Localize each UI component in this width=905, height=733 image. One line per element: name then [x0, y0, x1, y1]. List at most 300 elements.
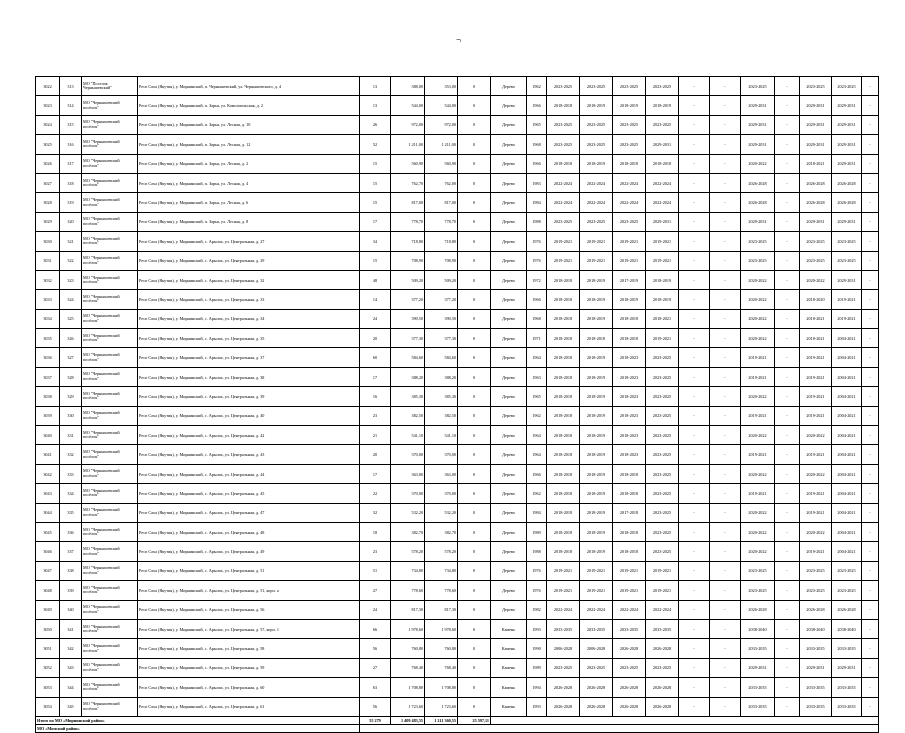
cell-engineering-period: 2022-2024	[613, 193, 646, 212]
cell-address: Респ Саха (Якутия), у. Мирнинский, п. Зарья, ул. Лесная, д. 8	[138, 212, 360, 231]
cell-repair-period: 2004-2021	[832, 348, 862, 367]
cell-gas-period: -	[710, 77, 741, 96]
cell-living-area: 817,30	[425, 600, 458, 619]
cell-foundation-period: -	[775, 348, 800, 367]
cell-other-area: 0	[458, 639, 491, 658]
cell-build-year: 1965	[527, 387, 547, 406]
cell-extra: -	[862, 619, 879, 638]
cell-basement-period: 2018-2021	[800, 154, 832, 173]
cell-address: Респ Саха (Якутия), у. Мирнинский, с. Арылах, ул. Центральная, д. 49	[138, 542, 360, 561]
cell-foundation-period: -	[775, 619, 800, 638]
cell-row-number: 3039	[36, 406, 60, 425]
cell-electric-period: -	[679, 561, 710, 580]
cell-wall-material: Дерево	[491, 251, 527, 270]
cell-address: Респ Саха (Якутия), у. Мирнинский, с. Арылах, ул. Центральная, д. 58	[138, 639, 360, 658]
cell-address: Респ Саха (Якутия), у. Мирнинский, с. Арылах, ул. Центральная, д. 57, корп. 1	[138, 619, 360, 638]
cell-residents: 26	[360, 115, 391, 134]
cell-roof-period: 2026-2028	[547, 697, 580, 716]
cell-repair-period: 2019-2021	[832, 290, 862, 309]
cell-roof-period: 2018-2018	[547, 484, 580, 503]
cell-build-year: 1989	[527, 658, 547, 677]
cell-facade-period: 2023-2025	[580, 77, 613, 96]
table-row	[36, 329, 879, 348]
cell-house-number: 316	[60, 135, 82, 154]
cell-basement-period: 2026-2028	[800, 600, 832, 619]
cell-facade-period: 2018-2018	[580, 329, 613, 348]
cell-basement-period: 2019-2021	[800, 484, 832, 503]
cell-row-number: 3028	[36, 193, 60, 212]
cell-water-period: 2020-2022	[741, 309, 775, 328]
cell-extra: -	[862, 251, 879, 270]
cell-heating-period: 2022-2024	[646, 600, 679, 619]
cell-build-year: 1994	[527, 678, 547, 697]
cell-total-area: 718,80	[391, 232, 425, 251]
cell-gas-period: -	[710, 426, 741, 445]
cell-repair-period: 2026-2028	[832, 600, 862, 619]
cell-residents: 17	[360, 212, 391, 231]
cell-extra: -	[862, 522, 879, 541]
cell-living-area: 768,40	[425, 658, 458, 677]
cell-other-area: 0	[458, 309, 491, 328]
cell-living-area: 363,00	[425, 464, 458, 483]
cell-municipality: МО "Чернышевский посёлок"	[82, 484, 138, 503]
cell-residents: 56	[360, 697, 391, 716]
cell-engineering-period: 2018-2023	[613, 445, 646, 464]
cell-foundation-period: -	[775, 173, 800, 192]
cell-gas-period: -	[710, 329, 741, 348]
cell-row-number: 3046	[36, 542, 60, 561]
cell-heating-period: 2023-2025	[646, 77, 679, 96]
cell-foundation-period: -	[775, 193, 800, 212]
cell-foundation-period: -	[775, 542, 800, 561]
cell-water-period: 2020-2022	[741, 522, 775, 541]
cell-engineering-period: 2026-2028	[613, 678, 646, 697]
cell-build-year: 1966	[527, 290, 547, 309]
cell-electric-period: -	[679, 115, 710, 134]
cell-water-period: 2020-2022	[741, 387, 775, 406]
cell-build-year: 1976	[527, 561, 547, 580]
cell-basement-period: 2033-2035	[800, 697, 832, 716]
cell-electric-period: -	[679, 348, 710, 367]
cell-electric-period: -	[679, 619, 710, 638]
cell-wall-material: Дерево	[491, 77, 527, 96]
table-row	[36, 173, 879, 192]
cell-extra: -	[862, 464, 879, 483]
cell-extra: -	[862, 96, 879, 115]
cell-electric-period: -	[679, 445, 710, 464]
cell-electric-period: -	[679, 387, 710, 406]
total-row	[36, 716, 879, 724]
cell-basement-period: 2020-2022	[800, 464, 832, 483]
cell-row-number: 3022	[36, 77, 60, 96]
cell-roof-period: 2018-2018	[547, 464, 580, 483]
cell-gas-period: -	[710, 522, 741, 541]
cell-roof-period: 2018-2018	[547, 290, 580, 309]
cell-municipality: МО "Чернышевский посёлок"	[82, 542, 138, 561]
cell-gas-period: -	[710, 600, 741, 619]
housing-register-table	[35, 76, 879, 733]
cell-living-area: 778,60	[425, 581, 458, 600]
cell-row-number: 3025	[36, 135, 60, 154]
cell-living-area: 509,20	[425, 270, 458, 289]
cell-extra: -	[862, 154, 879, 173]
cell-foundation-period: -	[775, 522, 800, 541]
cell-repair-period: 2023-2025	[832, 251, 862, 270]
cell-water-period: 2020-2022	[741, 542, 775, 561]
table-row	[36, 154, 879, 173]
cell-house-number: 328	[60, 367, 82, 386]
cell-repair-period: 2023-2025	[832, 581, 862, 600]
cell-row-number: 3024	[36, 115, 60, 134]
cell-gas-period: -	[710, 697, 741, 716]
cell-address: Респ Саха (Якутия), у. Мирнинский, с. Арылах, ул. Центральная, д. 37	[138, 348, 360, 367]
cell-water-period: 2019-2021	[741, 367, 775, 386]
cell-municipality: МО "Чернышевский посёлок"	[82, 309, 138, 328]
cell-extra: -	[862, 329, 879, 348]
cell-engineering-period: 2022-2024	[613, 173, 646, 192]
cell-total-area: 363,00	[391, 464, 425, 483]
cell-roof-period: 2018-2018	[547, 367, 580, 386]
cell-house-number: 325	[60, 309, 82, 328]
cell-address: Респ Саха (Якутия), у. Мирнинский, с. Арылах, ул. Центральная, д. 47	[138, 503, 360, 522]
cell-basement-period: 2038-2040	[800, 619, 832, 638]
cell-electric-period: -	[679, 193, 710, 212]
cell-electric-period: -	[679, 600, 710, 619]
cell-row-number: 3048	[36, 581, 60, 600]
cell-roof-period: 2022-2024	[547, 173, 580, 192]
cell-municipality: МО "Чернышевский посёлок"	[82, 503, 138, 522]
cell-gas-period: -	[710, 445, 741, 464]
cell-basement-period: 2019-2021	[800, 503, 832, 522]
cell-living-area: 382,50	[425, 406, 458, 425]
cell-living-area: 560,90	[425, 154, 458, 173]
cell-residents: 21	[360, 426, 391, 445]
cell-wall-material: Дерево	[491, 484, 527, 503]
cell-other-area: 0	[458, 77, 491, 96]
cell-heating-period: 2019-2021	[646, 251, 679, 270]
cell-facade-period: 2023-2025	[580, 212, 613, 231]
cell-electric-period: -	[679, 697, 710, 716]
cell-gas-period: -	[710, 212, 741, 231]
cell-heating-period: 2018-2021	[646, 309, 679, 328]
cell-water-period: 2033-2035	[741, 697, 775, 716]
cell-foundation-period: -	[775, 290, 800, 309]
cell-roof-period: 2018-2018	[547, 348, 580, 367]
cell-municipality: МО "Чернышевский посёлок"	[82, 232, 138, 251]
cell-residents: 14	[360, 290, 391, 309]
cell-foundation-period: -	[775, 658, 800, 677]
cell-living-area: 388,20	[425, 367, 458, 386]
cell-heating-period: 2023-2025	[646, 522, 679, 541]
total-other-area: 25 597,11	[458, 716, 491, 724]
cell-house-number: 336	[60, 522, 82, 541]
cell-total-area: 541,10	[391, 426, 425, 445]
cell-roof-period: 2019-2021	[547, 561, 580, 580]
cell-row-number: 3045	[36, 522, 60, 541]
table-row	[36, 619, 879, 638]
cell-extra: -	[862, 542, 879, 561]
table-row	[36, 503, 879, 522]
cell-other-area: 0	[458, 193, 491, 212]
cell-total-area: 382,50	[391, 406, 425, 425]
cell-address: Респ Саха (Якутия), у. Мирнинский, с. Арылах, ул. Центральная, д. 29	[138, 251, 360, 270]
cell-extra: -	[862, 367, 879, 386]
cell-electric-period: -	[679, 581, 710, 600]
cell-gas-period: -	[710, 154, 741, 173]
cell-water-period: 2019-2021	[741, 348, 775, 367]
cell-residents: 27	[360, 581, 391, 600]
cell-electric-period: -	[679, 77, 710, 96]
cell-extra: -	[862, 173, 879, 192]
cell-electric-period: -	[679, 503, 710, 522]
cell-address: Респ Саха (Якутия), у. Мирнинский, с. Арылах, ул. Центральная, д. 60	[138, 678, 360, 697]
table-row	[36, 678, 879, 697]
cell-wall-material: Дерево	[491, 329, 527, 348]
cell-foundation-period: -	[775, 387, 800, 406]
cell-foundation-period: -	[775, 309, 800, 328]
cell-water-period: 2038-2040	[741, 619, 775, 638]
cell-gas-period: -	[710, 503, 741, 522]
cell-facade-period: 2018-2019	[580, 542, 613, 561]
cell-extra: -	[862, 309, 879, 328]
cell-water-period: 2020-2022	[741, 503, 775, 522]
cell-roof-period: 2023-2025	[547, 115, 580, 134]
cell-living-area: 370,00	[425, 484, 458, 503]
cell-facade-period: 2018-2019	[580, 367, 613, 386]
cell-other-area: 0	[458, 406, 491, 425]
cell-address: Респ Саха (Якутия), у. Мирнинский, с. Арылах, ул. Центральная, д. 35	[138, 329, 360, 348]
cell-build-year: 1988	[527, 212, 547, 231]
cell-gas-period: -	[710, 561, 741, 580]
cell-foundation-period: -	[775, 154, 800, 173]
table-row	[36, 600, 879, 619]
cell-wall-material: Камень	[491, 697, 527, 716]
cell-electric-period: -	[679, 464, 710, 483]
cell-electric-period: -	[679, 542, 710, 561]
cell-living-area: 584,60	[425, 348, 458, 367]
cell-engineering-period: 2019-2021	[613, 561, 646, 580]
cell-build-year: 1964	[527, 348, 547, 367]
cell-build-year: 1983	[527, 173, 547, 192]
cell-basement-period: 2018-2021	[800, 329, 832, 348]
cell-residents: 24	[360, 600, 391, 619]
cell-residents: 27	[360, 658, 391, 677]
cell-total-area: 560,90	[391, 154, 425, 173]
cell-address: Респ Саха (Якутия), у. Мирнинский, с. Арылах, ул. Центральная, д. 40	[138, 406, 360, 425]
cell-row-number: 3043	[36, 484, 60, 503]
cell-municipality: МО "Чернышевский посёлок"	[82, 522, 138, 541]
cell-living-area: 708,90	[425, 251, 458, 270]
cell-basement-period: 2020-2022	[800, 270, 832, 289]
table-row	[36, 193, 879, 212]
cell-wall-material: Дерево	[491, 348, 527, 367]
cell-roof-period: 2033-2035	[547, 619, 580, 638]
cell-water-period: 2029-2031	[741, 96, 775, 115]
cell-living-area: 390,50	[425, 309, 458, 328]
cell-repair-period: 2029-2031	[832, 115, 862, 134]
cell-address: Респ Саха (Якутия), у. Мирнинский, с. Арылах, ул. Центральная, д. 56	[138, 600, 360, 619]
cell-total-area: 1 723,60	[391, 697, 425, 716]
cell-engineering-period: 2019-2021	[613, 251, 646, 270]
cell-residents: 51	[360, 561, 391, 580]
cell-foundation-period: -	[775, 406, 800, 425]
total-empty	[491, 716, 879, 724]
cell-extra: -	[862, 193, 879, 212]
cell-repair-period: 2004-2021	[832, 406, 862, 425]
cell-water-period: 2033-2035	[741, 639, 775, 658]
cell-facade-period: 2018-2019	[580, 387, 613, 406]
cell-gas-period: -	[710, 290, 741, 309]
cell-facade-period: 2018-2019	[580, 484, 613, 503]
cell-extra: -	[862, 581, 879, 600]
cell-municipality: МО "Чернышевский посёлок"	[82, 387, 138, 406]
total-living-area: 1 211 360,55	[425, 716, 458, 724]
cell-roof-period: 2026-2028	[547, 678, 580, 697]
cell-electric-period: -	[679, 329, 710, 348]
cell-roof-period: 2018-2018	[547, 445, 580, 464]
cell-electric-period: -	[679, 232, 710, 251]
cell-facade-period: 2022-2024	[580, 193, 613, 212]
cell-row-number: 3035	[36, 329, 60, 348]
cell-water-period: 2019-2021	[741, 484, 775, 503]
cell-house-number: 317	[60, 154, 82, 173]
cell-heating-period: 2022-2024	[646, 173, 679, 192]
table-row	[36, 135, 879, 154]
cell-basement-period: 2020-2022	[800, 522, 832, 541]
cell-house-number: 341	[60, 619, 82, 638]
cell-municipality: МО "Поселок Чернышевский"	[82, 77, 138, 96]
cell-living-area: 1 723,60	[425, 697, 458, 716]
total-residents: 55 279	[360, 716, 391, 724]
cell-residents: 17	[360, 464, 391, 483]
cell-gas-period: -	[710, 135, 741, 154]
cell-address: Респ Саха (Якутия), у. Мирнинский, п. Зарья, ул. Лесная, д. 2	[138, 154, 360, 173]
cell-residents: 66	[360, 619, 391, 638]
table-row	[36, 445, 879, 464]
cell-heating-period: 2023-2025	[646, 348, 679, 367]
cell-roof-period: 2018-2018	[547, 270, 580, 289]
cell-total-area: 778,70	[391, 212, 425, 231]
cell-address: Респ Саха (Якутия), у. Мирнинский, п. Зарья, ул. Лесная, д. 12	[138, 135, 360, 154]
cell-repair-period: 2004-2021	[832, 503, 862, 522]
cell-house-number: 337	[60, 542, 82, 561]
cell-other-area: 0	[458, 503, 491, 522]
cell-row-number: 3023	[36, 96, 60, 115]
cell-total-area: 532,20	[391, 503, 425, 522]
cell-residents: 15	[360, 173, 391, 192]
cell-water-period: 2020-2022	[741, 329, 775, 348]
cell-roof-period: 2018-2018	[547, 522, 580, 541]
cell-water-period: 2020-2022	[741, 270, 775, 289]
cell-extra: -	[862, 77, 879, 96]
table-row	[36, 115, 879, 134]
cell-facade-period: 2023-2025	[580, 135, 613, 154]
cell-water-period: 2020-2022	[741, 290, 775, 309]
cell-other-area: 0	[458, 522, 491, 541]
cell-build-year: 1976	[527, 232, 547, 251]
table-row	[36, 387, 879, 406]
cell-gas-period: -	[710, 348, 741, 367]
cell-other-area: 0	[458, 251, 491, 270]
cell-extra: -	[862, 290, 879, 309]
cell-build-year: 1968	[527, 135, 547, 154]
cell-wall-material: Дерево	[491, 522, 527, 541]
cell-residents: 22	[360, 484, 391, 503]
cell-foundation-period: -	[775, 426, 800, 445]
cell-municipality: МО "Чернышевский посёлок"	[82, 290, 138, 309]
cell-roof-period: 2006-2028	[547, 639, 580, 658]
cell-row-number: 3052	[36, 658, 60, 677]
table-row	[36, 270, 879, 289]
cell-total-area: 370,00	[391, 484, 425, 503]
cell-build-year: 1968	[527, 309, 547, 328]
cell-municipality: МО "Чернышевский посёлок"	[82, 115, 138, 134]
cell-foundation-period: -	[775, 135, 800, 154]
cell-electric-period: -	[679, 135, 710, 154]
cell-extra: -	[862, 639, 879, 658]
cell-facade-period: 2033-2035	[580, 619, 613, 638]
cell-wall-material: Дерево	[491, 600, 527, 619]
cell-municipality: МО "Чернышевский посёлок"	[82, 96, 138, 115]
cell-facade-period: 2019-2021	[580, 251, 613, 270]
cell-build-year: 1962	[527, 406, 547, 425]
cell-engineering-period: 2017-2018	[613, 503, 646, 522]
cell-water-period: 2029-2031	[741, 212, 775, 231]
table-row	[36, 367, 879, 386]
cell-extra: -	[862, 678, 879, 697]
cell-gas-period: -	[710, 309, 741, 328]
cell-roof-period: 2019-2021	[547, 251, 580, 270]
cell-extra: -	[862, 658, 879, 677]
cell-engineering-period: 2017-2019	[613, 270, 646, 289]
cell-heating-period: 2023-2025	[646, 115, 679, 134]
cell-facade-period: 2018-2019	[580, 309, 613, 328]
cell-electric-period: -	[679, 309, 710, 328]
cell-house-number: 344	[60, 678, 82, 697]
cell-living-area: 1 211,00	[425, 135, 458, 154]
cell-other-area: 0	[458, 348, 491, 367]
cell-heating-period: 2023-2025	[646, 445, 679, 464]
cell-gas-period: -	[710, 173, 741, 192]
cell-address: Респ Саха (Якутия), у. Мирнинский, с. Арылах, ул. Центральная, д. 43	[138, 445, 360, 464]
cell-residents: 32	[360, 503, 391, 522]
cell-living-area: 760,80	[425, 639, 458, 658]
cell-municipality: МО "Чернышевский посёлок"	[82, 639, 138, 658]
cell-heating-period: 2023-2025	[646, 658, 679, 677]
cell-other-area: 0	[458, 600, 491, 619]
cell-repair-period: 2004-2021	[832, 522, 862, 541]
cell-living-area: 353,00	[425, 77, 458, 96]
cell-facade-period: 2018-2019	[580, 503, 613, 522]
cell-other-area: 0	[458, 697, 491, 716]
cell-extra: -	[862, 115, 879, 134]
cell-heating-period: 2023-2025	[646, 542, 679, 561]
cell-build-year: 1966	[527, 464, 547, 483]
cell-heating-period: 2026-2028	[646, 639, 679, 658]
cell-engineering-period: 2018-2018	[613, 522, 646, 541]
cell-engineering-period: 2018-2023	[613, 367, 646, 386]
cell-house-number: 315	[60, 115, 82, 134]
cell-municipality: МО "Чернышевский посёлок"	[82, 154, 138, 173]
cell-basement-period: 2018-2021	[800, 309, 832, 328]
cell-wall-material: Камень	[491, 619, 527, 638]
cell-residents: 60	[360, 348, 391, 367]
cell-wall-material: Дерево	[491, 115, 527, 134]
cell-total-area: 734,80	[391, 561, 425, 580]
cell-heating-period: 2023-2025	[646, 464, 679, 483]
cell-heating-period: 2019-2021	[646, 561, 679, 580]
cell-repair-period: 2029-2031	[832, 96, 862, 115]
